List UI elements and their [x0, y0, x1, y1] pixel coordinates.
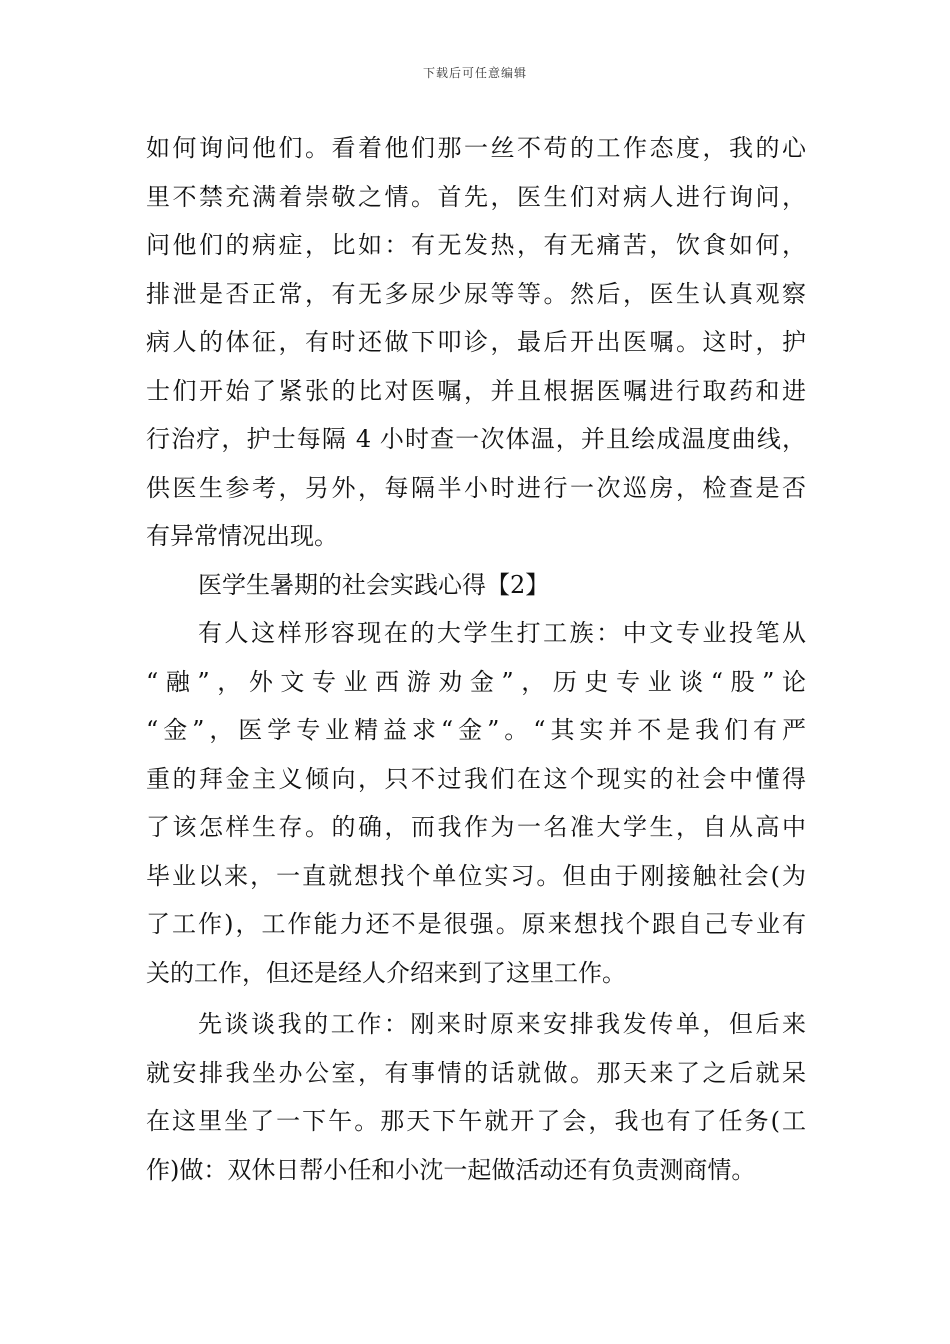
paragraph-1: [146, 124, 806, 561]
text-line: 供医生参考，另外，每隔半小时进行一次巡房，检查是否: [146, 473, 806, 502]
text-line: 如何询问他们。看着他们那一丝不苟的工作态度，我的心: [146, 134, 806, 162]
text-line: 在这里坐了一下午。那天下午就开了会，我也有了任务(工: [146, 1107, 806, 1135]
text-line: 重的拜金主义倾向，只不过我们在这个现实的社会中懂得: [146, 764, 806, 793]
text-line: 就安排我坐办公室，有事情的话就做。那天来了之后就呆: [146, 1058, 806, 1087]
text-line: 士们开始了紧张的比对医嘱，并且根据医嘱进行取药和进: [146, 376, 806, 405]
text-line: 关的工作，但还是经人介绍来到了这里工作。: [146, 958, 626, 987]
text-line: 有异常情况出现。: [146, 522, 338, 550]
text-line: 问他们的病症，比如：有无发热，有无痛苦，饮食如何，: [146, 231, 806, 259]
text-line: 行治疗，护士每隔 4 小时查一次体温，并且绘成温度曲线，: [146, 425, 806, 453]
text-line: 排泄是否正常，有无多尿少尿等等。然后，医生认真观察: [146, 279, 806, 308]
page-header: 下载后可任意编辑: [422, 66, 527, 80]
text-line: “融”，外文专业西游劝金”，历史专业谈“股”论: [146, 667, 806, 696]
paragraph-3: [146, 1000, 806, 1194]
paragraph-2: [146, 609, 806, 997]
text-line: 了工作)，工作能力还不是很强。原来想找个跟自己专业有: [146, 910, 806, 938]
text-line: 里不禁充满着崇敬之情。首先，医生们对病人进行询问，: [146, 182, 806, 211]
text-line: 作)做：双休日帮小任和小沈一起做活动还有负责测商情。: [146, 1155, 756, 1184]
text-line: 毕业以来，一直就想找个单位实习。但由于刚接触社会(为: [146, 861, 806, 890]
text-line: “金”，医学专业精益求“金”。“其实并不是我们有严: [146, 716, 806, 744]
text-line: 了该怎样生存。的确，而我作为一名准大学生，自从高中: [146, 813, 806, 841]
text-line: 病人的体征，有时还做下叩诊，最后开出医嘱。这时，护: [146, 328, 806, 356]
text-line: 有人这样形容现在的大学生打工族：中文专业投笔从: [198, 619, 806, 647]
document-body: [146, 124, 806, 1194]
section-heading: 医学生暑期的社会实践心得【2】: [198, 570, 550, 599]
text-line: 先谈谈我的工作：刚来时原来安排我发传单，但后来: [198, 1010, 806, 1038]
